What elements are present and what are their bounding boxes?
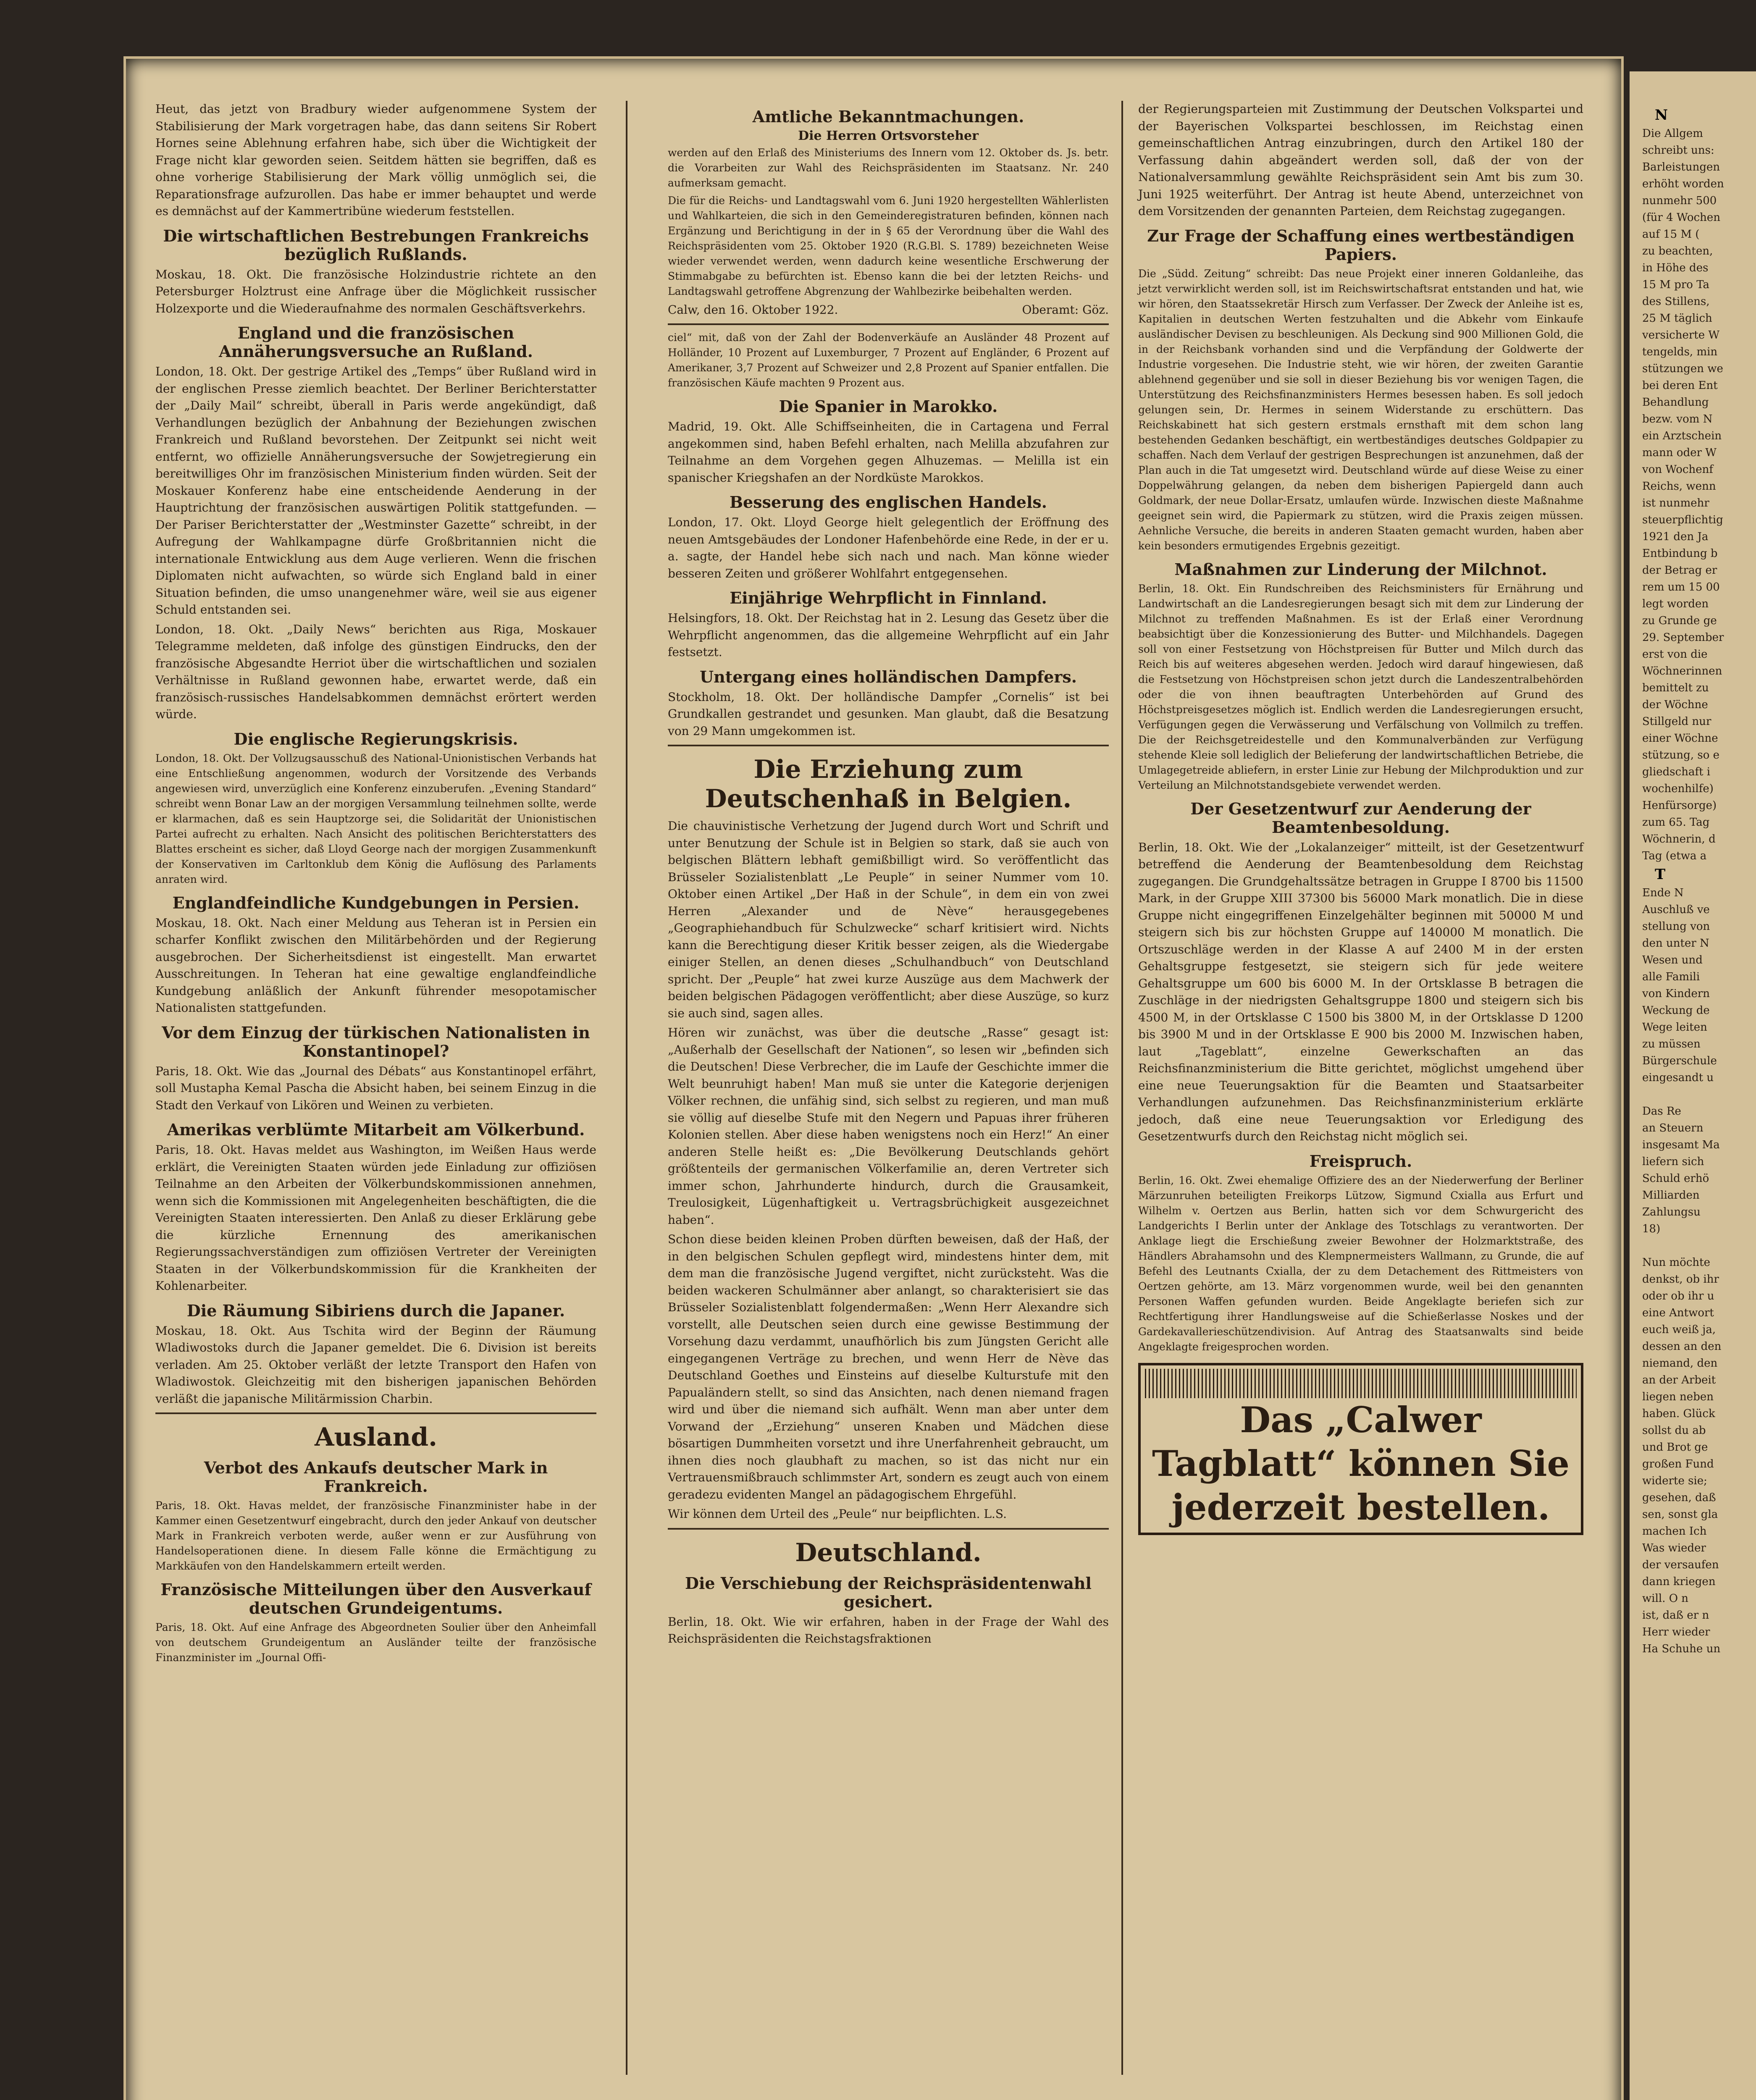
adjacent-page-edge — [1630, 71, 1756, 2100]
article-paragraph: Madrid, 19. Okt. Alle Schiffseinheiten, die in Cartagena und Ferral angekommen sind, haben Befehl erhalten, nach Melilla abzufahren zur Teilnahme an dem Vorgehen gegen Alhuzemas. — Melilla ist ein spanischer Kriegshafen an der Nordküste Marokkos. — [668, 420, 1109, 485]
adjacent-text-fragment: ist, daß er n — [1642, 1609, 1709, 1622]
adjacent-text-fragment: an der Arbeit — [1642, 1374, 1716, 1386]
adjacent-text-fragment: stellung von — [1642, 920, 1710, 933]
adjacent-text-fragment: an Steuern — [1642, 1122, 1704, 1134]
adjacent-text-fragment: einer Wöchne — [1642, 732, 1718, 745]
article-paragraph: der Regierungsparteien mit Zustimmung der Deutschen Volkspartei und der Bayerischen Volkspartei beschlossen, im Reichstag einen gemeinschaftlichen Antrag einzubringen, durch den Artikel 180 der Verfassung dahin abgeändert werden soll, daß der von der Nationalversammlung gewählte Reichspräsident sein Amt bis zum 30. Juni 1925 weiterführt. Der Antrag ist heute Abend, unterzeichnet von dem Vorsitzenden der genannten Parteien, dem Reichstag zugegangen. — [1138, 102, 1583, 218]
article-heading: Freispruch. — [1309, 1151, 1412, 1171]
article-heading: Die Verschiebung der Reichspräsidentenwahl gesichert. — [685, 1573, 1092, 1611]
article-heading: England und die französischen Annäherungsversuche an Rußland. — [219, 323, 533, 361]
adjacent-text-fragment: Ha Schuhe un — [1642, 1643, 1721, 1655]
adjacent-text-fragment: Milliarden — [1642, 1189, 1700, 1202]
adjacent-text-fragment: Ende N — [1642, 887, 1684, 899]
article-paragraph: Moskau, 18. Okt. Aus Tschita wird der Beginn der Räumung Wladiwostoks durch die Japaner gemeldet. Die 6. Division ist bereits verladen. Am 25. Oktober verläßt der letzte Transport den Hafen von Wladiwostok. Gleichzeitig mit den bisherigen japanischen Behörden verläßt die japanische Militärmission Charbin. — [155, 1323, 596, 1406]
adjacent-text-fragment: Schuld erhö — [1642, 1172, 1709, 1185]
article-paragraph: Moskau, 18. Okt. Nach einer Meldung aus Teheran ist in Persien ein scharfer Konflikt zwischen den Militärbehörden und der Regierung ausgebrochen. Der Sicherheitsdienst ist eingestellt. Man erwartet Ausschreitungen. In Teheran hat eine gewaltige englandfeindliche Kundgebung anläßlich der Ankunft führender mesopotamischer Nationalisten stattgefunden. — [155, 916, 596, 1015]
adjacent-text-fragment: der Betrag er — [1642, 564, 1717, 577]
adjacent-text-fragment: Barleistungen — [1642, 161, 1720, 173]
adjacent-text-fragment: dann kriegen — [1642, 1575, 1716, 1588]
ad-text: Das „Calwer Tagblatt“ können Sie jederzeit bestellen. — [1152, 1399, 1570, 1528]
article-paragraph: Die chauvinistische Verhetzung der Jugend durch Wort und Schrift und unter Benutzung der Schule ist in Belgien so stark, daß sie auch von belgischen Blättern lebhaft gemißbilligt wird. So veröffentlicht das Brüsseler Sozialistenblatt „Le Peuple“ in seiner Nummer vom 10. Oktober einen Artikel „Der Haß in der Schule“, in dem ein von zwei Herren „Alexander und de Nève“ herausgegebenes „Geographiehandbuch für Schulzwecke“ scharf kritisiert wird. Nichts kann die Berechtigung dieser Kritik besser zeigen, als die Wiedergabe einiger Stellen, an denen dieses „Schulhandbuch“ von Deutschland spricht. Der „Peuple“ hat zwei kurze Auszüge aus dem Machwerk der beiden belgischen Pädagogen veröffentlicht; aber diese Auszüge, so kurz sie auch sind, sagen alles. — [668, 819, 1109, 1020]
adjacent-text-fragment: großen Fund — [1642, 1458, 1714, 1470]
adjacent-text-fragment: oder ob ihr u — [1642, 1290, 1714, 1302]
adjacent-text-fragment: nunmehr 500 — [1642, 194, 1717, 207]
adjacent-text-fragment: Tag (etwa a — [1642, 850, 1707, 862]
adjacent-text-fragment: Wöchnerin, d — [1642, 833, 1716, 845]
article-paragraph: London, 18. Okt. „Daily News“ berichten aus Riga, Moskauer Telegramme meldeten, daß infolge des günstigen Eindrucks, den der französische Abgesandte Herriot über die wirtschaftlichen und sozialen Verhältnisse in Rußland gewonnen habe, erwartet werde, daß ein französisch-russisches Handelsabkommen demnächst erörtert werden würde. — [155, 622, 596, 721]
article-paragraph: Berlin, 16. Okt. Zwei ehemalige Offiziere des an der Niederwerfung der Berliner Märzunruhen beteiligten Freikorps Lützow, Sigmund Cxialla aus Erfurt und Wilhelm v. Oertzen aus Berlin, hatten sich vor dem Schwurgericht des Landgerichts I Berlin unter der Anklage des Totschlags zu verantworten. Der Anklage liegt die Erschießung zweier Bewohner der Holzmarktstraße, des Händlers Abrahamsohn und des Klempnermeisters Wallmann, zu Grunde, die auf Befehl des Leutnants Cxialla, der zu dem Detachement des Rittmeisters von Oertzen gehörte, am 13. März vorgenommen wurde, weil bei den genannten Personen Waffen gefunden wurden. Beide Angeklagte beriefen sich zur Rechtfertigung ihrer Handlungsweise auf die Schießerlasse Noskes und der Gardekavallerieschützendivision. Auf Antrag des Staatsanwalts sind beide Angeklagte freigesprochen worden. — [1138, 1174, 1583, 1353]
column-1 — [155, 101, 596, 1668]
adjacent-text-fragment: und Brot ge — [1642, 1441, 1708, 1454]
adjacent-text-fragment: 15 M pro Ta — [1642, 278, 1710, 291]
adjacent-text-fragment: alle Famili — [1642, 971, 1700, 983]
adjacent-text-fragment: liegen neben — [1642, 1391, 1714, 1403]
adjacent-text-fragment: von Wochenf — [1642, 463, 1714, 476]
adjacent-text-fragment: bemittelt zu — [1642, 682, 1709, 694]
article-heading: Einjährige Wehrpflicht in Finnland. — [730, 588, 1047, 607]
adjacent-text-fragment: auf 15 M ( — [1642, 228, 1700, 241]
adjacent-text-fragment: dessen an den — [1642, 1340, 1722, 1353]
adjacent-text-fragment: stützungen we — [1642, 362, 1723, 375]
adjacent-column — [1630, 71, 1756, 1657]
adjacent-text-fragment: zu müssen — [1642, 1038, 1701, 1050]
adjacent-text-fragment: liefern sich — [1642, 1155, 1704, 1168]
column-3 — [1138, 101, 1583, 1535]
adjacent-text-fragment: Auschluß ve — [1642, 903, 1710, 916]
adjacent-text-fragment: gesehen, daß — [1642, 1491, 1716, 1504]
adjacent-text-fragment: Entbindung b — [1642, 547, 1718, 560]
adjacent-text-fragment: 1921 den Ja — [1642, 530, 1709, 543]
article-paragraph: Berlin, 18. Okt. Ein Rundschreiben des Reichsministers für Ernährung und Landwirtschaft an die Landesregierungen besagt sich mit dem zur Linderung der Milchnot zu treffenden Maßnahmen. Es ist der Erlaß einer Verordnung beabsichtigt über die Konzessionierung des Butter- und Milchhandels. Dagegen soll von einer Festsetzung von Höchstpreisen für Butter und Milch durch das Reich bis auf weiteres abgesehen werden. Jedoch wird darauf hingewiesen, daß die Festsetzung von Höchstpreisen schon jetzt durch die Landeszentralbehörden oder die von ihnen beauftragten Unterbehörden auf Grund des Höchstpreisgesetzes möglich ist. Endlich werden die Landesregierungen ersucht, Verfügungen gegen die Verwässerung und Verfälschung von Vollmilch zu treffen. Die der Reichsgetreidestelle und den Kommunalverbänden zur Verfügung stehende Kleie soll lediglich der Belieferung der landwirtschaftlichen Betriebe, die Umlagegetreide abliefern, in erster Linie zur Hebung der Milchproduktion und zur Verteilung an Milchnotstandsgebiete verwendet werden. — [1138, 582, 1583, 791]
adjacent-text-fragment: niemand, den — [1642, 1357, 1718, 1370]
adjacent-text-fragment: sen, sonst gla — [1642, 1508, 1718, 1521]
article-heading: Amerikas verblümte Mitarbeit am Völkerbund. — [167, 1120, 585, 1139]
adjacent-text-fragment: Die Allgem — [1642, 127, 1703, 140]
adjacent-text-fragment: Reichs, wenn — [1642, 480, 1716, 493]
adjacent-text-fragment: haben. Glück — [1642, 1407, 1715, 1420]
adjacent-text-fragment: mann oder W — [1642, 446, 1717, 459]
adjacent-text-fragment: der Wöchne — [1642, 698, 1708, 711]
adjacent-text-fragment: Wege leiten — [1642, 1021, 1707, 1034]
adjacent-heading-fragment: T — [1655, 866, 1666, 883]
adjacent-text-fragment: stützung, so e — [1642, 749, 1719, 761]
article-heading: Untergang eines holländischen Dampfers. — [700, 667, 1077, 686]
separator-rule — [155, 1412, 596, 1414]
separator-rule — [668, 1528, 1109, 1530]
article-heading: Die wirtschaftlichen Bestrebungen Frankreichs bezüglich Rußlands. — [163, 226, 589, 264]
signature-authority: Oberamt: Göz. — [1022, 303, 1109, 317]
article-paragraph: Die „Südd. Zeitung“ schreibt: Das neue Projekt einer inneren Goldanleihe, das jetzt verwirklicht werden soll, ist im Reichswirtschaftsrat entstanden und hat, wie wir hören, den Staatssekretär Hirsch zum Verfasser. Der Zweck der Anleihe ist es, Kapitalien in deutschen Werten festzuhalten und die Abkehr vom Einkaufe ausländischer Devisen zu beschleunigen. Als Deckung sind 900 Millionen Gold, die in der Reichsbank vorhanden sind und die Verpfändung der Goldwerte der Industrie vorgesehen. Die Industrie steht, wie wir hören, der zweiten Garantie ablehnend gegenüber und sie soll in dieser Beziehung bis vor wenigen Tagen, die Unterstützung des Reichsfinanzministers Hermes besessen haben. Es soll jedoch gelungen sein, Dr. Hermes in seinem Widerstande zu erschüttern. Das Reichskabinett hat sich gestern erstmals ernsthaft mit dem schon lang bestehenden Gedanken beschäftigt, ein wertbeständiges deutsches Goldpapier zu schaffen. Nach dem Verlauf der gestrigen Besprechungen ist anzunehmen, daß der Plan auch in die Tat umgesetzt wird. Deutschland würde auf diese Weise zu einer Doppelwährung gelangen, da neben dem bisherigen Papiergeld dann auch Goldmark, der neue Dollar-Ersatz, umlaufen würde. Inzwischen dieste Maßnahme geeignet sein wird, die Papiermark zu stützen, wird die Praxis zeigen müssen. Aehnliche Versuche, die bereits in anderen Staaten gemacht wurden, haben aber kein besonders ermutigendes Ergebnis gezeitigt. — [1138, 267, 1583, 552]
adjacent-text-fragment: machen Ich — [1642, 1525, 1707, 1538]
adjacent-text-fragment: will. O n — [1642, 1592, 1689, 1605]
adjacent-text-fragment: Zahlungsu — [1642, 1206, 1701, 1218]
signature-place-date: Calw, den 16. Oktober 1922. — [668, 303, 838, 317]
article-paragraph: ciel“ mit, daß von der Zahl der Bodenverkäufe an Ausländer 48 Prozent auf Holländer, 10 Prozent auf Luxemburger, 7 Prozent auf Engländer, 6 Prozent auf Amerikaner, 3,7 Prozent auf Schweizer und 2,8 Prozent auf Spanier entfallen. Die französischen Käufe machten 9 Prozent aus. — [668, 331, 1109, 389]
adjacent-text-fragment: euch weiß ja, — [1642, 1323, 1716, 1336]
article-heading: Amtliche Bekanntmachungen. — [752, 107, 1024, 126]
separator-rule — [668, 745, 1109, 746]
adjacent-text-fragment: der versaufen — [1642, 1559, 1719, 1571]
ad-hatch-band — [1145, 1369, 1577, 1398]
adjacent-text-fragment: Was wieder — [1642, 1542, 1706, 1554]
adjacent-text-fragment: schreibt uns: — [1642, 144, 1714, 157]
article-subheading: Die Herren Ortsvorsteher — [798, 129, 979, 143]
separator-rule — [668, 323, 1109, 325]
adjacent-text-fragment: zu beachten, — [1642, 245, 1713, 257]
column-rule — [626, 101, 627, 2075]
article-paragraph: Berlin, 18. Okt. Wie der „Lokalanzeiger“ mitteilt, ist der Gesetzentwurf betreffend die Aenderung der Beamtenbesoldung dem Reichstag zugegangen. Die Grundgehaltssätze betragen in Gruppe I 8700 bis 11500 Mark, in der Gruppe XIII 37300 bis 56000 Mark monatlich. Die in diese Gruppe nicht eingegriffenen Einzelgehälter beginnen mit 50000 M und steigern sich bis zur höchsten Gruppe auf 140000 M monatlich. Die Ortszuschläge werden in der Klasse A auf 2400 M in der ersten Gehaltsgruppe festgesetzt, sie steigern sich für jede weitere Gehaltsgruppe um 600 bis 6000 M. In der Ortsklasse B betragen die Zuschläge in der niedrigsten Gehaltsgruppe 1800 und steigern sich bis 4500 M, in der Ortsklasse C 1500 bis 3800 M, in der Ortsklasse D 1200 bis 3900 M und in der Ortsklasse E 900 bis 2000 M. Inzwischen haben, laut „Tageblatt“, einzelne Gewerkschaften an das Reichsfinanzministerium die Bitte gerichtet, möglichst umgehend über eine neue Teuerungsaktion für die Beamten und Staatsarbeiter Verhandlungen aufzunehmen. Das Reichsfinanzministerium erklärte jedoch, daß eine neue Teuerungsaktion vor Erledigung des Gesetzentwurfs durch den Reichstag nicht möglich sei. — [1138, 840, 1583, 1143]
adjacent-text-fragment: legt worden — [1642, 598, 1709, 610]
adjacent-text-fragment: ist nunmehr — [1642, 497, 1709, 509]
adjacent-text-fragment: von Kindern — [1642, 987, 1710, 1000]
column-rule — [1121, 101, 1123, 2075]
article-paragraph: Paris, 18. Okt. Wie das „Journal des Débats“ aus Konstantinopel erfährt, soll Mustapha Kemal Pascha die Absicht haben, bei seinem Einzug in die Stadt den Verkauf von Likören und Weinen zu verbieten. — [155, 1064, 596, 1112]
adjacent-text-fragment: bezw. vom N — [1642, 413, 1713, 425]
article-heading: Ausland. — [314, 1423, 438, 1452]
article-paragraph: Die für die Reichs- und Landtagswahl vom 6. Juni 1920 hergestellten Wählerlisten und Wahlkarteien, die sich in den Gemeinderegistraturen befinden, können nach Ergänzung und Berichtigung in der in § 65 der Verordnung über die Wahl des Reichspräsidenten vom 25. Oktober 1920 (R.G.Bl. S. 1789) bezeichneten Weise wieder verwendet werden, wenn dadurch keine wesentliche Erschwerung der Stimmabgabe zu befürchten ist. Ebenso kann die bei der letzten Reichs- und Landtagswahl getroffene Abgrenzung der Wahlbezirke beibehalten werden. — [668, 194, 1109, 297]
adjacent-text-fragment: widerte sie; — [1642, 1475, 1707, 1487]
adjacent-text-fragment — [1642, 1237, 1756, 1254]
article-heading: Deutschland. — [795, 1538, 982, 1567]
article-heading: Die Erziehung zum Deutschenhaß in Belgien. — [705, 755, 1072, 814]
article-paragraph: Schon diese beiden kleinen Proben dürften beweisen, daß der Haß, der in den belgischen Schulen gepflegt wird, mindestens hinter dem, mit dem man die französische Jugend vergiftet, nicht zurücksteht. Was die beiden wackeren Schulmänner aber anlangt, so charakterisiert sie das Brüsseler Sozialistenblatt folgendermaßen: „Wenn Herr Alexandre sich vorstellt, alle Deutschen seien durch eine gewisse Bestimmung der Vorsehung dazu verdammt, unaufhörlich bis zum Jüngsten Gericht alle eingegangenen Verträge zu brechen, und wenn Herr de Nève das Deutschland Goethes und Einsteins auf dieselbe Kulturstufe mit den Papualändern stellt, so sind das Ansichten, nach denen niemand fragen wird und über die niemand sich aufhält. Wenn man aber unter dem Vorwand der „Erziehung“ unseren Knaben und Mädchen diese bösartigen Dummheiten vorsetzt und ihre Unerfahrenheit gebraucht, um ihnen dies noch glaubhaft zu machen, so ist das nicht nur ein Vertrauensmißbrauch schlimmster Art, sondern es zeugt auch von einem geradezu evidenten Mangel an pädagogischem Ehrgefühl. — [668, 1232, 1109, 1502]
article-heading: Englandfeindliche Kundgebungen in Persien. — [172, 893, 580, 912]
adjacent-text-fragment: denkst, ob ihr — [1642, 1273, 1719, 1286]
article-paragraph: London, 18. Okt. Der gestrige Artikel des „Temps“ über Rußland wird in der englischen Presse ziemlich beachtet. Der Berliner Berichterstatter der „Daily Mail“ schreibt, überall in Paris werde angekündigt, daß Verhandlungen bezüglich der Anbahnung der Beziehungen zwischen Frankreich und Rußland bevorstehen. Der Zeitpunkt sei nicht weit entfernt, wo offizielle Annäherungsversuche der Sowjetregierung ein bereitwilliges Ohr im französischen Ministerium finden würden. Seit der Moskauer Konferenz habe eine entscheidende Aenderung in der Hauptrichtung der französischen auswärtigen Politik stattgefunden. — Der Pariser Berichterstatter der „Westminster Gazette“ schreibt, in der Aufregung der Wahlkampagne dürfe Großbritannien nicht die internationale Entwicklung aus dem Auge verlieren. Wenn die frischen Diplomaten nicht aufwachten, so würde sich England bald in einer Situation befinden, die umso unangenehmer wäre, weil sie aus eigener Schuld entstanden sei. — [155, 365, 596, 617]
adjacent-text-fragment: Wesen und — [1642, 954, 1703, 966]
adjacent-text-fragment: tengelds, min — [1642, 346, 1718, 358]
article-paragraph: werden auf den Erlaß des Ministeriums des Innern vom 12. Oktober ds. Js. betr. die Vorarbeiten zur Wahl des Reichspräsidenten im Staatsanz. Nr. 240 aufmerksam gemacht. — [668, 147, 1109, 189]
article-heading: Besserung des englischen Handels. — [729, 493, 1047, 512]
adjacent-text-fragment: Herr wieder — [1642, 1626, 1710, 1638]
adjacent-heading-fragment: N — [1655, 107, 1668, 123]
article-paragraph: London, 18. Okt. Der Vollzugsausschuß des National-Unionistischen Verbands hat eine Entschließung angenommen, wodurch der Vorsitzende des Verbands angewiesen wird, unverzüglich eine Konferenz einzuberufen. „Evening Standard“ schreibt wenn Bonar Law an der morgigen Versammlung teilnehmen sollte, werde er klarmachen, daß es sein Hauptzorge sei, die Solidarität der Unionistischen Partei aufrecht zu erhalten. Nach Ansicht des politischen Berichterstatters des Blattes erscheint es sicher, daß Lloyd George nach der morgigen Zusammenkunft der Konservativen im Carltonklub dem König die Auflösung des Parlaments anraten wird. — [155, 752, 596, 885]
article-paragraph: Paris, 18. Okt. Havas meldet aus Washington, im Weißen Haus werde erklärt, die Vereinigten Staaten würden jede Einladung zur offiziösen Teilnahme an den Arbeiten der Völkerbundskommissionen annehmen, wenn sich die Kommissionen mit Angelegenheiten beschäftigten, die die Vereinigten Staaten interessierten. Den Anlaß zu dieser Erklärung gebe die kürzliche Ernennung des amerikanischen Regierungssachverständigen zum offiziösen Vertreter der Vereinigten Staaten in der Völkerbundskommission für die Krankheiten der Kohlenarbeiter. — [155, 1143, 596, 1293]
adjacent-text-fragment: Das Re — [1642, 1105, 1681, 1118]
article-heading: Französische Mitteilungen über den Ausverkauf deutschen Grundeigentums. — [160, 1580, 591, 1617]
adjacent-text-fragment: bei deren Ent — [1642, 379, 1718, 392]
article-heading: Die Räumung Sibiriens durch die Japaner. — [186, 1301, 565, 1320]
article-heading: Maßnahmen zur Linderung der Milchnot. — [1174, 559, 1547, 579]
adjacent-text-fragment: Stillgeld nur — [1642, 715, 1711, 728]
article-heading: Zur Frage der Schaffung eines wertbeständigen Papiers. — [1147, 226, 1575, 264]
article-paragraph: Heut, das jetzt von Bradbury wieder aufgenommene System der Stabilisierung der Mark vorgetragen habe, das dann seitens Sir Robert Hornes seine Ablehnung erfahren habe, sich über die Wichtigkeit der Frage nicht klar geworden seien. Seitdem hätten sie begriffen, daß es ohne vorherige Stabilisierung der Mark völlig unmöglich sei, die Reparationsfrage aufzurollen. Das habe er immer behauptet und werde es demnächst auf der Kammertribüne wiederum feststellen. — [155, 102, 596, 218]
article-paragraph: Stockholm, 18. Okt. Der holländische Dampfer „Cornelis“ ist bei Grundkallen gestrandet und gesunken. Man glaubt, daß die Besatzung von 29 Mann umgekommen ist. — [668, 690, 1109, 738]
adjacent-text-fragment: 18) — [1642, 1223, 1661, 1235]
adjacent-text-fragment: 29. September — [1642, 631, 1724, 644]
adjacent-text-fragment: sollst du ab — [1642, 1424, 1706, 1437]
adjacent-text-fragment: Henfürsorge) — [1642, 799, 1717, 812]
column-2 — [668, 101, 1109, 1650]
article-paragraph: Helsingfors, 18. Okt. Der Reichstag hat in 2. Lesung das Gesetz über die Wehrpflicht angenommen, das die allgemeine Wehrpflicht auf ein Jahr festsetzt. — [668, 611, 1109, 659]
article-heading: Die Spanier in Marokko. — [779, 397, 998, 416]
article-paragraph: Wir können dem Urteil des „Peule“ nur beipflichten. L.S. — [668, 1507, 1007, 1521]
adjacent-text-fragment: gliedschaft i — [1642, 766, 1711, 778]
newspaper-page — [126, 59, 1621, 2100]
article-paragraph: Hören wir zunächst, was über die deutsche „Rasse“ gesagt ist: „Außerhalb der Gesellschaft der Nationen“, so lesen wir „befinden sich die Deutschen! Diese Verbrecher, die im Laufe der Geschichte immer die Welt beunruhigt haben! Man muß sie unter die Kategorie derjenigen Völker rechnen, die unfähig sind, sich selbst zu regieren, und man muß sie völlig auf dieselbe Stufe mit den Negern und Papuas ihrer früheren Kolonien stellen. Aber diese haben wenigstens noch ein Herz!“ An einer anderen Stelle heißt es: „Die Bevölkerung Deutschlands gehört größtenteils der germanischen Völkerfamilie an, deren Vertreter sich immer schon, Jahrhunderte hindurch, durch die Grausamkeit, Treulosigkeit, Lügenhaftigkeit u. Vertragsbrüchigkeit ausgezeichnet haben“. — [668, 1026, 1109, 1227]
adjacent-text-fragment: ein Arztschein — [1642, 430, 1722, 442]
adjacent-text-fragment: Wöchnerinnen — [1642, 665, 1722, 677]
adjacent-text-fragment: wochenhilfe) — [1642, 782, 1714, 795]
article-paragraph: Berlin, 18. Okt. Wie wir erfahren, haben in der Frage der Wahl des Reichspräsidenten die Reichstagsfraktionen — [668, 1614, 1109, 1646]
adjacent-text-fragment: Weckung de — [1642, 1004, 1710, 1017]
adjacent-text-fragment: erhöht worden — [1642, 178, 1724, 190]
adjacent-text-fragment: eine Antwort — [1642, 1307, 1714, 1319]
article-paragraph: Paris, 18. Okt. Havas meldet, der französische Finanzminister habe in der Kammer einen Gesetzentwurf eingebracht, durch den jeder Ankauf von deutscher Mark in Frankreich verboten werde, außer wenn er zur Ausführung von Handelsoperationen diene. In diesem Falle könne die Ermächtigung zu Markkäufen von den Handelskammern erteilt werden. — [155, 1499, 596, 1572]
article-paragraph: Paris, 18. Okt. Auf eine Anfrage des Abgeordneten Soulier über den Anheimfall von deutschem Grundeigentum an Ausländer teilte der französische Finanzminister im „Journal Offi- — [155, 1621, 596, 1664]
article-paragraph: Moskau, 18. Okt. Die französische Holzindustrie richtete an den Petersburger Holztrust eine Anfrage über die Möglichkeit russischer Holzexporte und die Wiederaufnahme des normalen Geschäftsverkehrs. — [155, 267, 596, 315]
adjacent-text-fragment: Behandlung — [1642, 396, 1709, 409]
adjacent-text-fragment: versicherte W — [1642, 329, 1720, 341]
adjacent-text-fragment: 25 M täglich — [1642, 312, 1712, 325]
article-heading: Die englische Regierungskrisis. — [234, 729, 518, 748]
adjacent-text-fragment: Nun möchte — [1642, 1256, 1710, 1269]
article-heading: Vor dem Einzug der türkischen Nationalisten in Konstantinopel? — [162, 1023, 590, 1060]
adjacent-text-fragment — [1642, 1086, 1756, 1103]
adjacent-text-fragment: in Höhe des — [1642, 262, 1709, 274]
adjacent-text-fragment: des Stillens, — [1642, 295, 1710, 308]
article-heading: Verbot des Ankaufs deutscher Mark in Frankreich. — [204, 1458, 548, 1496]
adjacent-text-fragment: rem um 15 00 — [1642, 581, 1720, 593]
adjacent-text-fragment: erst von die — [1642, 648, 1708, 661]
signature-line — [668, 302, 1109, 318]
article-heading: Der Gesetzentwurf zur Aenderung der Beamtenbesoldung. — [1190, 799, 1531, 837]
subscription-ad — [1138, 1363, 1583, 1535]
article-paragraph: London, 17. Okt. Lloyd George hielt gelegentlich der Eröffnung des neuen Amtsgebäudes der Londoner Hafenbehörde eine Rede, in der er u. a. sagte, der Handel hebe sich nach und nach. Man könne wieder besseren Zeiten und größerer Wohlfahrt entgegensehen. — [668, 515, 1109, 580]
adjacent-text-fragment: steuerpflichtig — [1642, 514, 1723, 526]
adjacent-text-fragment: Bürgerschule — [1642, 1055, 1717, 1067]
adjacent-text-fragment: zum 65. Tag — [1642, 816, 1710, 829]
adjacent-text-fragment: eingesandt u — [1642, 1071, 1714, 1084]
adjacent-text-fragment: (für 4 Wochen — [1642, 211, 1721, 224]
adjacent-text-fragment: zu Grunde ge — [1642, 614, 1717, 627]
adjacent-text-fragment: den unter N — [1642, 937, 1709, 950]
adjacent-text-fragment: insgesamt Ma — [1642, 1139, 1720, 1151]
